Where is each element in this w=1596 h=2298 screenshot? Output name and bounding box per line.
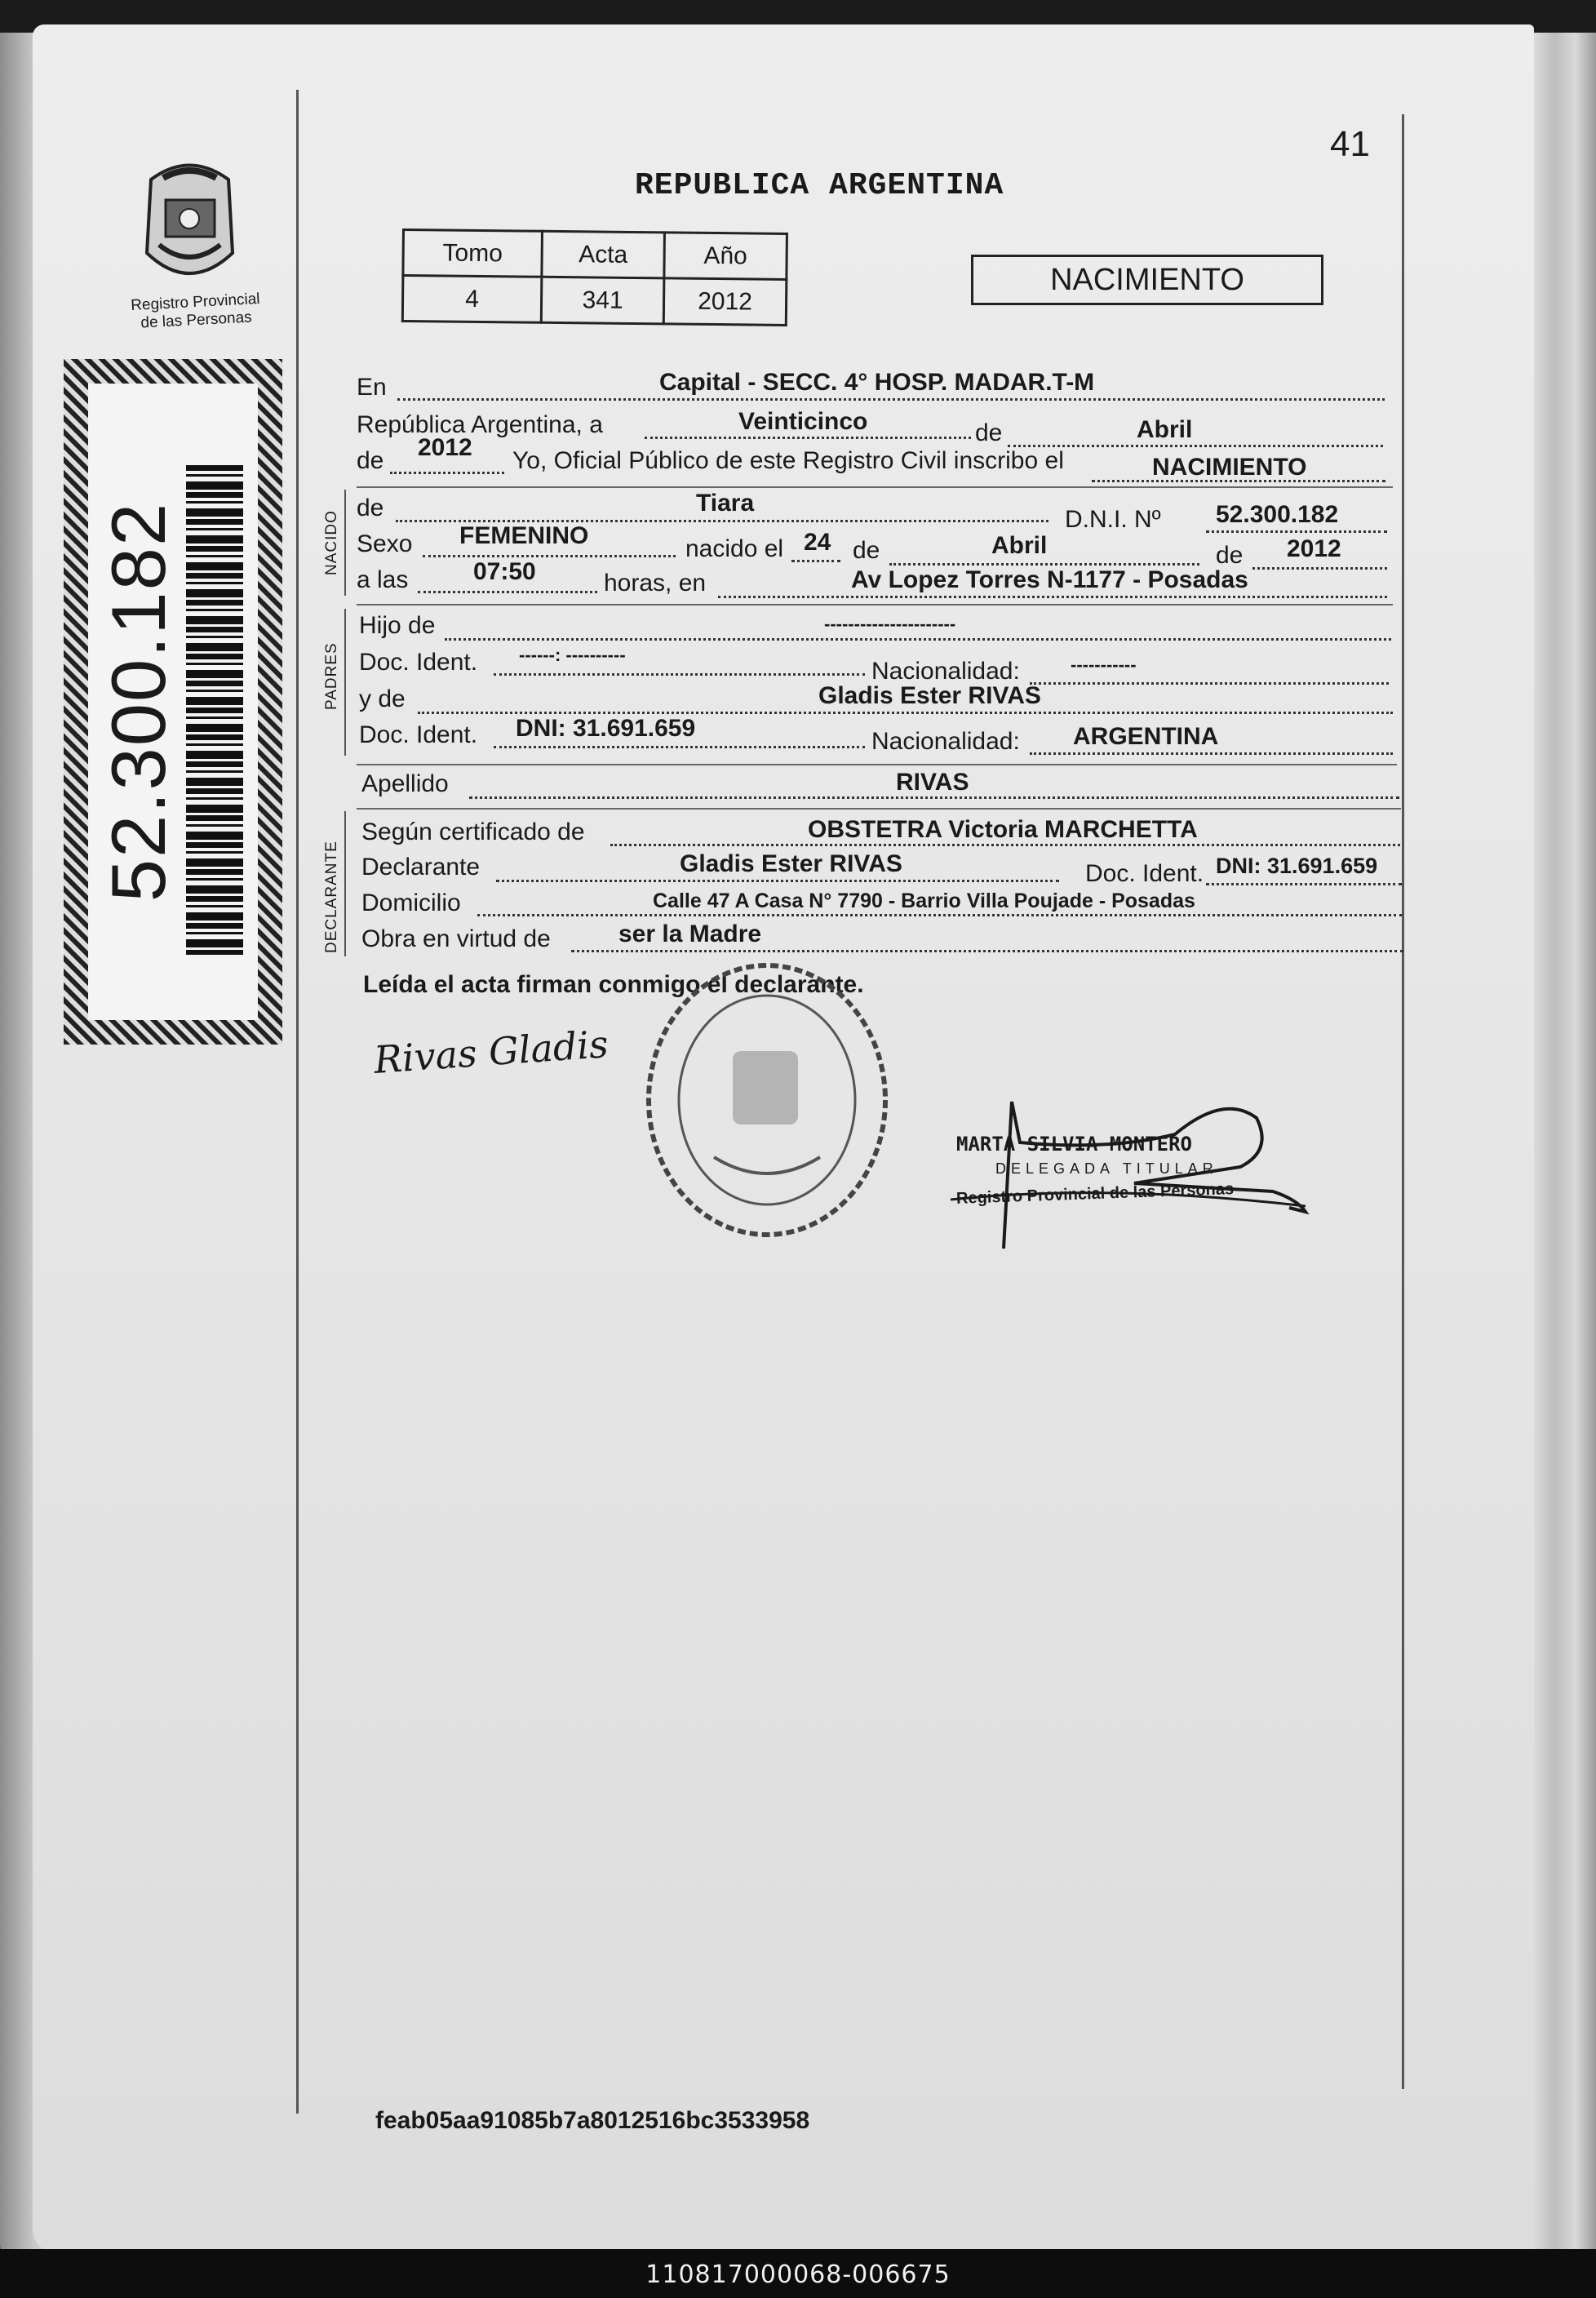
- table-value-acta: 341: [541, 277, 664, 324]
- y-de-label: y de: [359, 685, 406, 712]
- certificado-value: OBSTETRA Victoria MARCHETTA: [808, 816, 1198, 843]
- section-label-nacido: NACIDO: [323, 510, 340, 575]
- dotted-line: [1030, 682, 1389, 685]
- official-name: MARTA SILVIA MONTERO: [956, 1133, 1192, 1156]
- obra-value: ser la Madre: [618, 921, 762, 947]
- domicilio-value: Calle 47 A Casa N° 7790 - Barrio Villa Poujade - Posadas: [653, 889, 1195, 912]
- apellido-value: RIVAS: [896, 769, 969, 796]
- section-label-padres: PADRES: [323, 642, 340, 710]
- dotted-line: [610, 844, 1400, 846]
- declarante-doc: DNI: 31.691.659: [1216, 854, 1378, 878]
- domicilio-label: Domicilio: [361, 889, 461, 916]
- dotted-line: [469, 796, 1399, 799]
- table-value-tomo: 4: [402, 276, 542, 323]
- section-bar-nacido: [344, 490, 346, 596]
- nacido-dia: 24: [804, 529, 831, 556]
- footer-id: 110817000068-006675: [645, 2260, 951, 2289]
- registry-name-line2: de las Personas: [140, 308, 253, 332]
- separator: [357, 486, 1393, 488]
- en-value: Capital - SECC. 4° HOSP. MADAR.T-M: [659, 369, 1095, 396]
- doc-ident-label: Doc. Ident.: [1085, 860, 1204, 887]
- page-number: 41: [1330, 124, 1370, 164]
- dotted-line: [1206, 883, 1402, 885]
- dotted-line: [445, 638, 1391, 641]
- padre-doc: ------: ----------: [519, 645, 626, 665]
- section-bar-declarante: [344, 811, 346, 956]
- official-title: DELEGADA TITULAR: [995, 1160, 1218, 1177]
- nacido-anio: 2012: [1287, 535, 1341, 562]
- dotted-line: [1206, 530, 1387, 533]
- dotted-line: [1008, 445, 1383, 447]
- dotted-line: [1030, 752, 1393, 755]
- oficial-text: Yo, Oficial Público de este Registro Civil inscribo el: [512, 447, 1064, 474]
- dotted-line: [418, 591, 597, 593]
- dotted-line: [494, 673, 865, 676]
- doc-ident-label: Doc. Ident.: [359, 721, 478, 748]
- page-title: REPUBLICA ARGENTINA: [635, 168, 1004, 203]
- barcode-label: [64, 359, 282, 1045]
- table-value-anio: 2012: [663, 278, 787, 326]
- padre-nacionalidad: -----------: [1071, 654, 1137, 675]
- dotted-line: [496, 880, 1059, 882]
- document-hash: feab05aa91085b7a8012516bc3533958: [375, 2107, 810, 2134]
- republica-label: República Argentina, a: [357, 411, 603, 438]
- nacionalidad-label: Nacionalidad:: [871, 658, 1020, 685]
- nacionalidad-label: Nacionalidad:: [871, 728, 1020, 755]
- obra-label: Obra en virtud de: [361, 925, 551, 952]
- madre-doc: DNI: 31.691.659: [516, 715, 696, 742]
- registry-name-line1: Registro Provincial: [130, 290, 261, 315]
- dotted-line: [791, 560, 840, 562]
- right-margin-rule: [1402, 114, 1404, 2089]
- mes-value: Abril: [1137, 416, 1193, 443]
- dotted-line: [418, 712, 1393, 714]
- apellido-label: Apellido: [361, 770, 449, 797]
- province-emblem-icon: [135, 155, 245, 290]
- dotted-line: [718, 596, 1387, 598]
- dotted-line: [571, 950, 1403, 952]
- madre-value: Gladis Ester RIVAS: [818, 682, 1041, 709]
- padre-value: ----------------------: [824, 614, 956, 634]
- official-organization: Registro Provincial de las Personas: [955, 1180, 1235, 1208]
- dni-label: D.N.I. Nº: [1065, 506, 1161, 533]
- dotted-line: [390, 472, 504, 474]
- de-label: de: [853, 537, 880, 564]
- acta-type-box: NACIMIENTO: [971, 255, 1323, 305]
- acta-index-table: [401, 228, 788, 326]
- closing-statement: Leída el acta firman conmigo el declarante.: [363, 971, 864, 998]
- barcode-inner: [88, 384, 258, 1020]
- de-label: de: [975, 419, 1003, 446]
- nacido-de-label: de: [357, 495, 384, 521]
- barcode-number: 52.300.182: [95, 501, 181, 903]
- anio-value: 2012: [418, 434, 472, 461]
- separator: [357, 808, 1401, 810]
- declarante-nombre: Gladis Ester RIVAS: [680, 850, 902, 877]
- section-bar-padres: [344, 609, 346, 756]
- nacido-nombre: Tiara: [696, 490, 755, 517]
- official-seal-icon: [636, 953, 898, 1247]
- table-header-anio: Año: [664, 233, 787, 280]
- hora-value: 07:50: [473, 558, 536, 585]
- lugar-value: Av Lopez Torres N-1177 - Posadas: [851, 566, 1248, 593]
- en-label: En: [357, 374, 387, 401]
- nacido-mes: Abril: [991, 532, 1048, 559]
- table-header-acta: Acta: [542, 231, 665, 278]
- horas-en-label: horas, en: [604, 570, 707, 597]
- tipo-value: NACIMIENTO: [1152, 454, 1307, 481]
- sexo-label: Sexo: [357, 530, 413, 557]
- nacido-dni: 52.300.182: [1216, 501, 1339, 528]
- declarant-signature: Rivas Gladis: [372, 1022, 610, 1082]
- dotted-line: [397, 398, 1385, 401]
- sexo-value: FEMENINO: [459, 522, 589, 549]
- dotted-line: [889, 563, 1199, 566]
- doc-ident-label: Doc. Ident.: [359, 649, 478, 676]
- hijo-de-label: Hijo de: [359, 612, 436, 639]
- nacido-el-label: nacido el: [685, 535, 784, 562]
- a-las-label: a las: [357, 566, 409, 593]
- declarante-label: Declarante: [361, 854, 481, 881]
- segun-label: Según certificado de: [361, 818, 585, 845]
- dotted-line: [494, 746, 865, 748]
- table-header-tomo: Tomo: [403, 230, 543, 277]
- dotted-line: [477, 914, 1402, 916]
- dotted-line: [645, 437, 971, 439]
- left-margin-rule: [296, 90, 299, 2114]
- madre-nacionalidad: ARGENTINA: [1073, 723, 1219, 750]
- barcode-bars: [186, 465, 243, 955]
- dotted-line: [1252, 567, 1387, 570]
- dia-texto: Veinticinco: [738, 408, 868, 435]
- separator: [357, 604, 1393, 606]
- dotted-line: [423, 555, 676, 557]
- separator: [357, 764, 1397, 765]
- anio-label: de: [357, 447, 384, 474]
- section-label-declarante: DECLARANTE: [323, 841, 340, 953]
- de-label: de: [1216, 542, 1244, 569]
